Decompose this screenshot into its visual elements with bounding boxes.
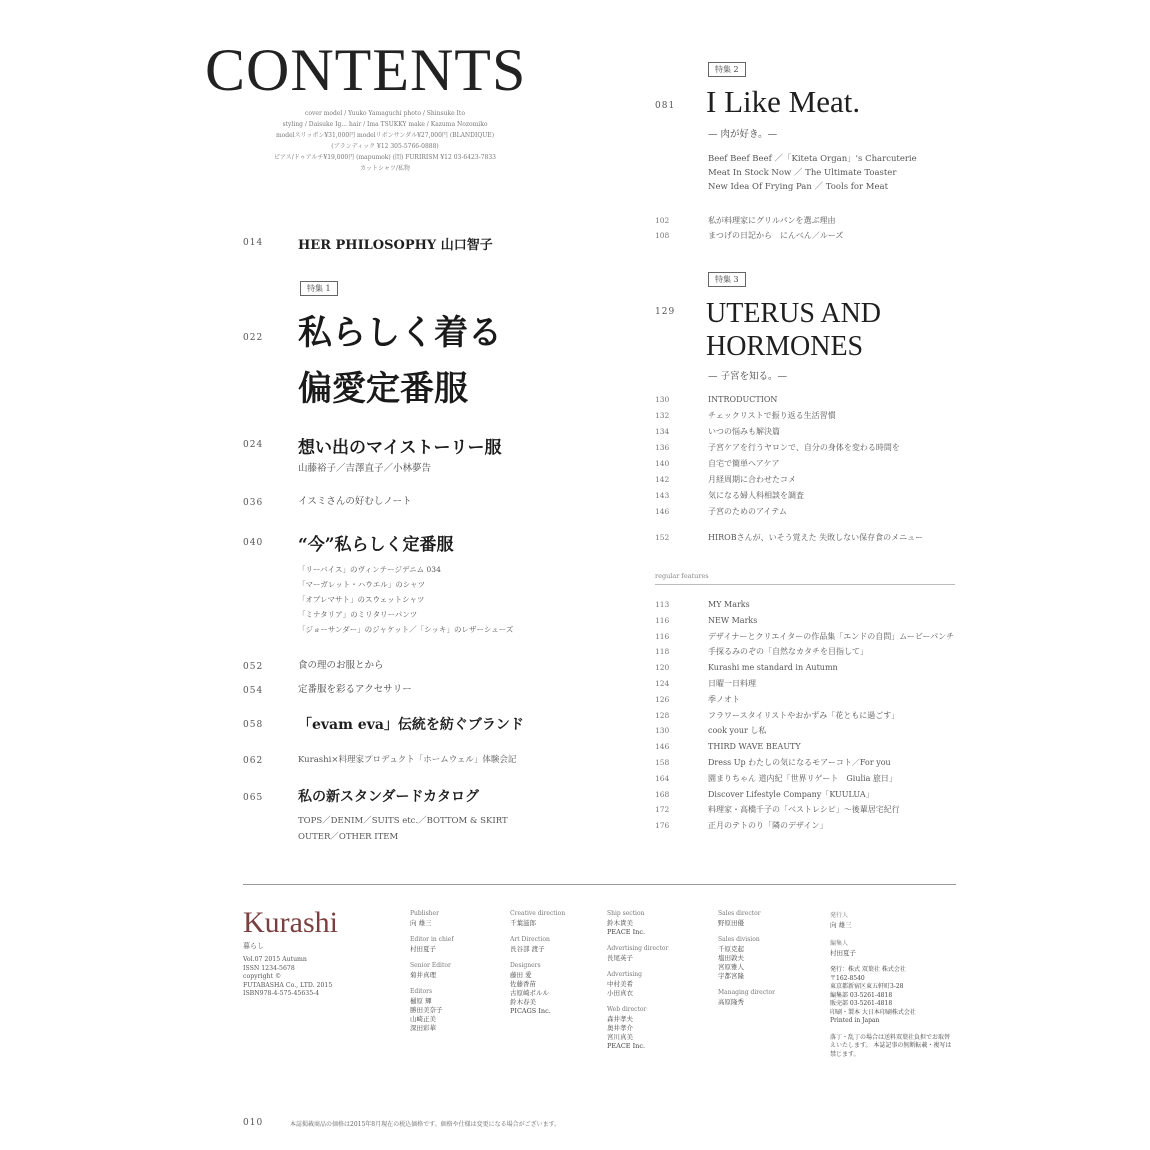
- staff-name: 樋原 輝 勝田美奈子 山崎正美 深田彩華: [410, 997, 443, 1032]
- item-number: 164: [655, 773, 670, 783]
- entry-subitem: 「ミナタリア」のミリタリーパンツ: [298, 610, 418, 619]
- entry-number: 058: [243, 720, 264, 730]
- staff-role: Creative direction: [510, 910, 566, 917]
- entry-subtitle: 山藤裕子／吉澤直子／小林夢告: [298, 463, 432, 474]
- entry-subtitle: OUTER／OTHER ITEM: [298, 832, 399, 842]
- list-item[interactable]: [655, 597, 965, 613]
- item-number: 108: [655, 231, 670, 240]
- entry-title-evam-eva[interactable]: 「evam eva」伝統を紡ぐブランド: [298, 717, 524, 733]
- item-text: 自宅で簡単ヘアケア: [708, 459, 780, 468]
- entry-subitem: 「オブレマサト」のスウェットシャツ: [298, 595, 425, 604]
- item-text: Discover Lifestyle Company「KUULUA」: [708, 789, 874, 799]
- item-text: いつの悩みも解決篇: [708, 427, 780, 436]
- entry-sublist: [298, 562, 513, 637]
- staff-role: Designers: [510, 962, 541, 969]
- item-number: 140: [655, 459, 670, 468]
- feature-badge-1: 特集 1: [300, 281, 338, 296]
- item-text: 正月のテトのり「隣のデザイン」: [708, 821, 828, 831]
- staff-name: 村田夏子: [830, 949, 856, 957]
- item-text: フラワースタイリストやおかずみ「花ともに過ごす」: [708, 710, 900, 720]
- entry-number: 054: [243, 686, 264, 696]
- item-number: 158: [655, 757, 670, 767]
- staff-role: Art Direction: [510, 936, 550, 943]
- page-title: CONTENTS: [205, 37, 527, 103]
- list-item[interactable]: [655, 440, 965, 456]
- list-item[interactable]: [655, 787, 965, 803]
- item-number: 126: [655, 694, 670, 704]
- entry-number: 040: [243, 538, 264, 548]
- staff-role: Publisher: [410, 910, 439, 917]
- item-number: 168: [655, 789, 670, 799]
- entry-number: 081: [655, 101, 676, 111]
- item-text: 私が料理家にグリルパンを選ぶ理由: [708, 216, 836, 225]
- list-item[interactable]: [655, 802, 965, 818]
- entry-subitem: 「マーガレット・ハウエル」のシャツ: [298, 580, 426, 589]
- staff-role: Editors: [410, 988, 433, 995]
- feature-subtitle: — 子宮を知る。—: [708, 371, 788, 382]
- staff-name: 森井孝夫 奥井孝介 宮川真美 PEACE Inc.: [607, 1015, 646, 1050]
- list-item[interactable]: [655, 692, 965, 708]
- publisher-info: 発行：株式 双葉社 株式会社 〒162-8540 東京都新宿区東五軒町3-28 編集部 03-5261-4818 販売部 03-5261-4818 印刷・製本 大日本印刷株式会社 Printed in Japan: [830, 966, 916, 1024]
- credit-line: (ブランディック ¥12 305-5766-0888): [331, 143, 439, 150]
- credit-line: styling / Daisuke Ig... hair / Ima TSUKKY make / Kazuma Nozomiko: [282, 121, 488, 128]
- entry-subitem: 「リーバイス」のヴィンテージデニム 034: [298, 565, 441, 574]
- list-item[interactable]: [655, 676, 965, 692]
- staff-name: 高原隆秀: [718, 998, 744, 1006]
- staff-column: [607, 910, 702, 1059]
- item-text: THIRD WAVE BEAUTY: [708, 742, 801, 752]
- feature-title-line1[interactable]: 私らしく着る: [298, 313, 502, 353]
- entry-subtitle: TOPS／DENIM／SUITS etc.／BOTTOM & SKIRT: [298, 816, 508, 826]
- section-divider: [655, 584, 955, 585]
- credit-line: カットシャツ/私物: [360, 165, 410, 172]
- staff-column: [718, 910, 813, 1015]
- info-line: copyright ©: [243, 973, 282, 980]
- list-item[interactable]: [655, 456, 965, 472]
- credit-line: ピアス/ドゥアルチ¥19,000円 (mapumok) (問) FURIRISM ¥12 03-6423-7833: [274, 154, 496, 161]
- entry-number: 022: [243, 333, 264, 343]
- magazine-logo-sub: 暮らし: [243, 942, 264, 950]
- item-text: まつげの日記から にんべん／ルーズ: [708, 231, 844, 240]
- entry-number: 036: [243, 498, 264, 508]
- info-line: ISSN 1234-5678: [243, 964, 295, 972]
- entry-number: 052: [243, 662, 264, 672]
- item-text: Dress Up わたしの気になるモアーコト／For you: [708, 757, 891, 767]
- list-item[interactable]: [655, 472, 965, 488]
- entry-title[interactable]: 食の理のお服とから: [298, 660, 384, 671]
- list-item[interactable]: [655, 771, 965, 787]
- feature-subtitle: — 肉が好き。—: [708, 129, 778, 140]
- feature-title-line2[interactable]: 偏愛定番服: [298, 369, 468, 409]
- item-number: 134: [655, 427, 670, 436]
- entry-number: 024: [243, 440, 264, 450]
- item-number: 118: [655, 647, 670, 657]
- item-number: 146: [655, 507, 670, 516]
- regular-features-list: [655, 597, 965, 834]
- staff-role: Editor in chief: [410, 936, 454, 943]
- item-number: 172: [655, 805, 670, 815]
- item-text: デザイナーとクリエイターの作品集「エンドの自問」ムービーパンチ: [708, 631, 955, 641]
- item-number: 124: [655, 678, 670, 688]
- item-number: 136: [655, 443, 670, 452]
- staff-name: 野原田優: [718, 919, 744, 927]
- staff-name: 村田夏子: [410, 945, 436, 953]
- staff-role: Sales director: [718, 910, 761, 917]
- list-item[interactable]: [655, 213, 955, 228]
- staff-name: 千葉滋郎: [510, 919, 536, 927]
- staff-role: Senior Editor: [410, 962, 451, 969]
- list-item[interactable]: [655, 818, 965, 834]
- staff-role: Ship section: [607, 910, 645, 917]
- item-number: 143: [655, 491, 670, 500]
- item-number: 113: [655, 600, 670, 609]
- item-number: 128: [655, 710, 670, 720]
- item-number: 116: [655, 615, 670, 625]
- publisher-column: [830, 910, 955, 1067]
- staff-role: Advertising director: [607, 945, 669, 952]
- staff-name: 長尾英子: [607, 954, 633, 962]
- credit-line: modelスリッポン¥31,000円 modelリボンサンダル¥27,000円 (BLANDIQUE): [275, 132, 495, 139]
- info-line: ISBN978-4-575-45635-4: [243, 990, 320, 997]
- footer-divider: [243, 884, 956, 885]
- staff-role: Sales division: [718, 936, 760, 943]
- entry-title-story-clothes[interactable]: 想い出のマイストーリー服: [298, 438, 502, 458]
- staff-role: Managing director: [718, 989, 775, 996]
- staff-name: 長谷部 渡子: [510, 945, 545, 953]
- entry-title-catalog[interactable]: 私の新スタンダードカタログ: [298, 789, 480, 805]
- list-item[interactable]: [655, 644, 965, 660]
- list-item[interactable]: [655, 708, 965, 724]
- legal-note: 落丁・乱丁の場合は送料双葉社負担でお取替えいたします。 本誌記事の無断転載・複写は禁じます。: [830, 1033, 952, 1058]
- item-text: 気になる婦人科相談を調査: [708, 491, 804, 500]
- staff-name: 藤田 愛 佐藤香苗 古原崎ポルル 鈴木春美 PICAGS Inc.: [510, 971, 551, 1015]
- item-number: 102: [655, 216, 670, 225]
- entry-title-note[interactable]: イスミさんの好むしノート: [298, 496, 412, 507]
- magazine-info: [243, 956, 393, 999]
- feature-title-uterus-line1[interactable]: UTERUS AND: [706, 298, 882, 329]
- list-item[interactable]: [655, 660, 965, 676]
- entry-subitem: 「ジョーサンダー」のジャケット／「シッキ」のレザーシューズ: [298, 625, 514, 634]
- item-number: 130: [655, 726, 670, 736]
- feature-title-meat[interactable]: I Like Meat.: [706, 84, 861, 119]
- item-number: 130: [655, 395, 670, 404]
- list-item[interactable]: [655, 424, 965, 440]
- list-item[interactable]: [655, 504, 965, 520]
- feature-line: Meat In Stock Now ／ The Ultimate Toaster: [708, 168, 897, 178]
- entry-number: 129: [655, 307, 676, 317]
- item-text: 日曜一日料理: [708, 678, 756, 688]
- item-text: 月経周期に合わせたコメ: [708, 475, 796, 484]
- item-text: 園まりちゃん 道内紀「世界リゲート Giulia 旅日」: [708, 773, 897, 783]
- credit-line: cover model / Yuuko Yamaguchi photo / Shinsuke Ito: [305, 110, 465, 117]
- staff-role: 発行人: [830, 912, 849, 919]
- entry-number: 065: [243, 793, 264, 803]
- staff-column: [510, 910, 595, 1024]
- staff-role: 編集人: [830, 940, 849, 947]
- staff-name: 向 雄三: [830, 921, 852, 929]
- item-text: 手探るみのぞの「自然なカタチを目指して」: [708, 647, 868, 657]
- item-text: MY Marks: [708, 600, 750, 609]
- list-item[interactable]: [655, 755, 965, 771]
- feature-badge-3: 特集 3: [708, 272, 746, 287]
- entry-title-now-standard[interactable]: “今”私らしく定番服: [298, 535, 454, 555]
- entry-title-kurashi-product[interactable]: Kurashi×料理家プロデュクト「ホームウェル」体験会記: [298, 755, 517, 765]
- entry-title-her-philosophy[interactable]: HER PHILOSOPHY 山口智子: [298, 238, 493, 253]
- staff-name: 中村美希 小田真衣: [607, 980, 633, 997]
- item-text: INTRODUCTION: [708, 395, 778, 404]
- item-number: 116: [655, 631, 670, 641]
- entry-number: 062: [243, 756, 264, 766]
- item-text: チェックリストで振り返る生活習慣: [708, 411, 836, 420]
- list-item[interactable]: [655, 613, 965, 629]
- feature-title-uterus-line2[interactable]: HORMONES: [706, 331, 864, 362]
- feature-line: New Idea Of Frying Pan ／ Tools for Meat: [708, 182, 889, 192]
- regular-features-label: regular features: [655, 572, 709, 580]
- list-item[interactable]: [655, 739, 965, 755]
- entry-title-accessory[interactable]: 定番服を彩るアクセサリー: [298, 684, 412, 695]
- staff-name: 菊井真理: [410, 971, 436, 979]
- staff-name: 鈴木貴美 PEACE Inc.: [607, 919, 646, 936]
- staff-role: Web director: [607, 1006, 647, 1013]
- item-number: 120: [655, 663, 670, 673]
- staff-column: [410, 910, 495, 1041]
- item-number: 132: [655, 411, 670, 420]
- list-item[interactable]: [655, 723, 965, 739]
- item-number: 152: [655, 533, 670, 542]
- list-item[interactable]: [655, 408, 965, 424]
- list-item[interactable]: [655, 530, 965, 546]
- staff-name: 向 雄三: [410, 919, 432, 927]
- feature-badge-2: 特集 2: [708, 62, 746, 77]
- item-text: HIROBさんが、いそう覚えた 失敗しない保存食のメニュー: [708, 533, 924, 542]
- item-number: 146: [655, 742, 670, 752]
- item-text: NEW Marks: [708, 615, 758, 625]
- list-item[interactable]: [655, 392, 965, 408]
- cover-credits: [215, 108, 555, 174]
- item-text: cook your し私: [708, 726, 767, 736]
- list-item[interactable]: [655, 228, 955, 243]
- info-line: FUTABASHA Co., LTD. 2015: [243, 981, 333, 989]
- item-text: 子宮のためのアイテム: [708, 507, 787, 516]
- item-text: Kurashi me standard in Autumn: [708, 663, 838, 673]
- feature-line: Beef Beef Beef ／「Kiteta Organ」's Charcuterie: [708, 154, 917, 164]
- feature-lines: [708, 152, 917, 194]
- info-line: Vol.07 2015 Autumn: [243, 956, 307, 963]
- item-number: 142: [655, 475, 670, 484]
- entry-number: 014: [243, 238, 264, 248]
- bottom-note: 本誌掲載商品の価格は2015年8月現在の税込価格です。価格や仕様は変更になる場合がございます。: [290, 1121, 561, 1128]
- staff-role: Advertising: [607, 971, 643, 978]
- item-text: 料理家・高橋千子の「ベストレシピ」〜後輩居宅紀行: [708, 805, 900, 815]
- list-item[interactable]: [655, 488, 965, 504]
- item-text: 季ノオト: [708, 694, 740, 704]
- feature-items: [655, 213, 955, 243]
- staff-name: 千原克起 塩田敦夫 宮原雅人 宇都宮隆: [718, 945, 744, 980]
- item-number: 176: [655, 821, 670, 831]
- page-number: 010: [243, 1118, 264, 1128]
- item-text: 子宮ケアを行うヤロンで、自分の身体を変わる時間を: [708, 443, 900, 452]
- magazine-logo: Kurashi: [243, 906, 338, 939]
- feature-items: [655, 392, 965, 546]
- list-item[interactable]: [655, 629, 965, 645]
